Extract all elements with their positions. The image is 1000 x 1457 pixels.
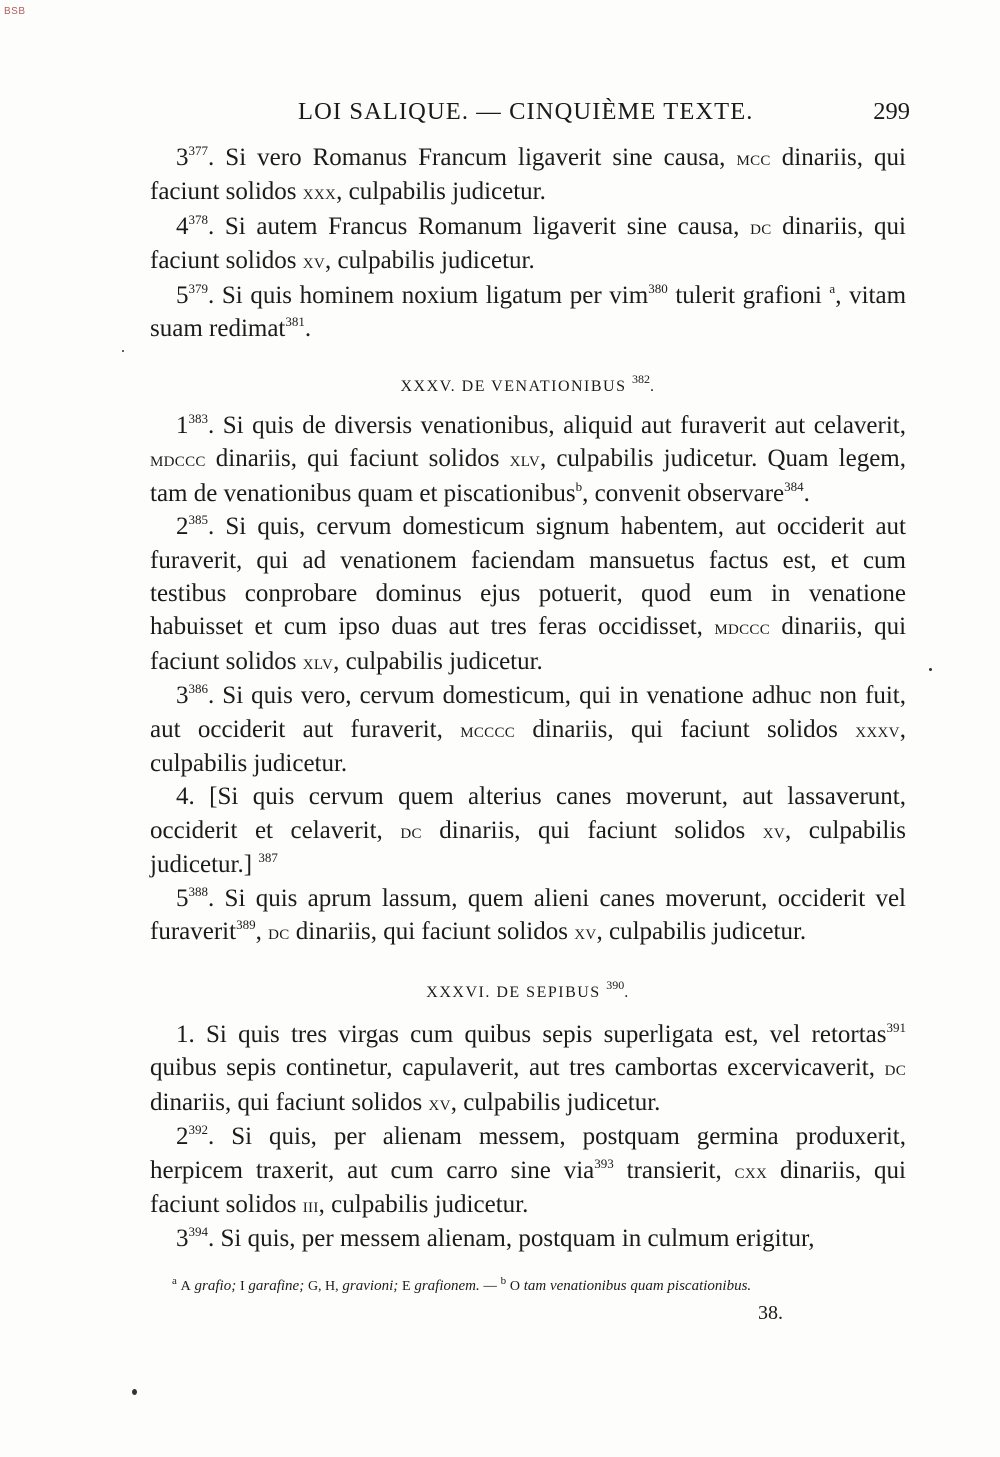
footnote-siglum: O: [509, 1279, 520, 1294]
text-run: . Si quis, per alienam messem, postquam germina produxerit, herpicem traxerit, aut cum carro sine via: [150, 1123, 906, 1184]
ink-speck: [122, 350, 124, 352]
signature-mark: 38.: [758, 1302, 783, 1324]
article-number: 4: [176, 212, 189, 240]
footnote-ref: 385: [188, 512, 208, 528]
text-run: dinariis, qui faciunt solidos: [205, 445, 510, 473]
text-run: . Si quis hominem noxium ligatum per vim: [208, 281, 649, 309]
text-run: . [Si quis cervum quem alterius canes moverunt, aut lassaverunt, occiderit et celaverit,: [150, 783, 906, 844]
text-run: . Si quis de diversis venationibus, aliquid aut furaverit aut celaverit,: [208, 412, 906, 439]
roman-numeral: xxxv: [855, 717, 900, 742]
roman-numeral: iii: [302, 1193, 319, 1218]
ink-speck: [132, 1389, 137, 1395]
chapter-title: XXXVI. DE SEPIBUS $^{390}$.: [426, 978, 630, 1001]
roman-numeral: dc: [884, 1056, 906, 1081]
text-run: dinariis, qui faciunt solidos: [150, 613, 907, 675]
text-run: . Si quis, per messem alienam, postquam in culmum erigitur,: [208, 1225, 815, 1253]
library-stamp: BSB: [4, 6, 26, 17]
text-run: , culpabilis judicetur.: [450, 1088, 661, 1116]
text-run: . Si vero Romanus Francum ligaverit sine causa,: [208, 144, 737, 171]
footnote-mark-b: b: [500, 1275, 507, 1287]
footnote-ref: 393: [594, 1155, 614, 1171]
article-number: 2: [176, 513, 189, 541]
footnote-text: grafionem. —: [410, 1278, 501, 1294]
footnote-text: garafine;: [244, 1278, 308, 1294]
running-title: LOI SALIQUE. — CINQUIÈME TEXTE.: [298, 98, 754, 125]
footnote-ref: 394: [188, 1224, 208, 1240]
text-run: . Si quis vero, cervum domesticum, qui in venatione adhuc non fuit, aut occiderit aut furaverit,: [150, 682, 906, 743]
ink-speck: [929, 668, 932, 671]
roman-numeral: dc: [750, 214, 772, 239]
footnote-text: gravioni;: [338, 1278, 402, 1294]
footnote-ref: a: [829, 280, 836, 296]
text-run: . Si quis aprum lassum, quem alieni canes moverunt, occiderit vel furaverit: [150, 884, 906, 946]
roman-numeral: xv: [302, 249, 326, 274]
chapter-heading-xxxv: [150, 372, 906, 396]
article-number: 2: [176, 1123, 189, 1151]
footnote-ref: 380: [648, 280, 668, 296]
text-run: dinariis, qui faciunt solidos: [289, 918, 575, 946]
paragraph: [150, 1222, 906, 1255]
footnote-ref: 389: [236, 917, 256, 933]
article-number: 4: [176, 783, 189, 811]
text-run: dinariis, qui faciunt solidos: [515, 715, 856, 743]
roman-numeral: xlv: [302, 649, 334, 674]
footnote-ref: 384: [784, 478, 804, 494]
article-number: 3: [176, 1225, 189, 1253]
article-number: 1: [176, 412, 189, 439]
footnote-ref: b: [575, 478, 583, 494]
roman-numeral: mdccc: [150, 447, 206, 472]
section-de-venationibus: [150, 409, 906, 950]
section-de-sepibus: [150, 1018, 906, 1256]
text-run: , culpabilis judicetur.: [336, 178, 546, 206]
roman-numeral: xv: [428, 1090, 451, 1115]
article-number: 5: [176, 281, 189, 309]
article-number: 5: [176, 884, 189, 912]
roman-numeral: mcc: [736, 146, 771, 170]
footnote-ref: 386: [188, 681, 208, 697]
text-run: , culpabilis judicetur.]: [150, 816, 906, 879]
footnote-siglum: I: [239, 1279, 245, 1294]
text-run: . Si quis, cervum domesticum signum habentem, aut occiderit aut furaverit, qui ad venationem faciendam mansuetus factus est, et cum testibus conprobare dominus ejus potuerit, quod eum in venatione habuisset et cum ipso duas aut tres feras occidisset,: [150, 513, 906, 641]
roman-numeral: dc: [400, 818, 422, 843]
text-run: .: [304, 315, 312, 343]
text-run: dinariis, qui faciunt solidos: [150, 144, 906, 206]
text-run: dinariis, qui faciunt solidos: [150, 1088, 429, 1116]
text-run: , vitam suam redimat: [150, 281, 907, 343]
paragraph: [150, 780, 906, 881]
section-articles-xxxiv-end: [150, 141, 906, 345]
footnote-ref: 383: [188, 411, 208, 426]
footnote-mark-a: a: [172, 1275, 177, 1287]
text-run: , culpabilis judicetur.: [333, 647, 543, 675]
roman-numeral: cxx: [734, 1158, 768, 1183]
text-run: quibus sepis continetur, capulaverit, aut tres cambortas excervicaverit,: [150, 1054, 885, 1082]
roman-numeral: mdccc: [714, 615, 771, 640]
roman-numeral: xxx: [302, 180, 337, 205]
footnotes: [172, 1275, 751, 1295]
chapter-title: XXXV. DE VENATIONIBUS $^{382}$.: [400, 372, 656, 395]
text-run: dinariis, qui faciunt solidos: [421, 816, 763, 844]
roman-numeral: mcccc: [460, 717, 516, 742]
paragraph: [150, 1120, 906, 1222]
footnote-text: tam venationibus quam piscationibus.: [519, 1278, 752, 1294]
footnote-text: grafio;: [194, 1278, 240, 1294]
paragraph: [150, 882, 906, 950]
roman-numeral: xlv: [509, 447, 540, 472]
footnote-ref: 387: [258, 850, 278, 866]
text-run: . Si quis tres virgas cum quibus sepis superligata est, vel retortas: [188, 1021, 887, 1048]
text-run: transierit,: [613, 1156, 735, 1184]
article-number: 3: [176, 682, 189, 710]
footnote-ref: 377: [188, 143, 208, 158]
chapter-heading-xxxvi: [150, 978, 906, 1002]
footnote-ref: 391: [886, 1020, 906, 1035]
text-run: dinariis, qui faciunt solidos: [150, 212, 906, 275]
footnote-ref: 379: [188, 280, 208, 296]
roman-numeral: xv: [574, 920, 597, 945]
text-run: , culpabilis judicetur.: [325, 247, 535, 275]
chapter-title-text: XXXV. DE VENATIONIBUS: [400, 378, 627, 395]
footnote-siglum: G, H,: [307, 1279, 339, 1294]
paragraph: [150, 679, 906, 780]
chapter-footnote-ref: 390: [606, 978, 625, 992]
footnote-siglum: E: [402, 1279, 411, 1294]
page-header: [150, 98, 910, 138]
text-run: dinariis, qui faciunt solidos: [150, 1156, 906, 1219]
chapter-title-text: XXXVI. DE SEPIBUS: [426, 984, 601, 1001]
article-number: 3: [176, 144, 189, 171]
text-run: tulerit grafioni: [667, 281, 830, 309]
roman-numeral: xv: [762, 818, 786, 843]
page-number: 299: [873, 98, 910, 125]
paragraph: [150, 279, 906, 346]
paragraph: [150, 141, 906, 210]
paragraph: [150, 1018, 906, 1120]
text-run: , convenit observare: [582, 479, 785, 507]
paragraph: [150, 210, 906, 279]
footnote-ref: 381: [285, 314, 305, 330]
text-run: .: [803, 479, 810, 507]
footnote-ref: 388: [188, 883, 208, 899]
roman-numeral: dc: [268, 920, 290, 945]
footnote-ref: 392: [188, 1122, 208, 1138]
text-run: . Si autem Francus Romanum ligaverit sine causa,: [208, 212, 751, 240]
text-run: , culpabilis judicetur. Quam legem, tam de venationibus quam et piscationibus: [150, 445, 906, 507]
footnote-ref: 378: [188, 211, 208, 227]
footnote-siglum: A: [180, 1279, 191, 1294]
text-run: ,: [255, 918, 269, 946]
text-run: , culpabilis judicetur.: [596, 918, 807, 946]
article-number: 1: [176, 1021, 189, 1048]
chapter-footnote-ref: 382: [632, 372, 651, 386]
paragraph: [150, 510, 906, 679]
text-run: , culpabilis judicetur.: [318, 1191, 529, 1219]
text-run: , culpabilis judicetur.: [150, 715, 906, 778]
paragraph: [150, 409, 906, 510]
